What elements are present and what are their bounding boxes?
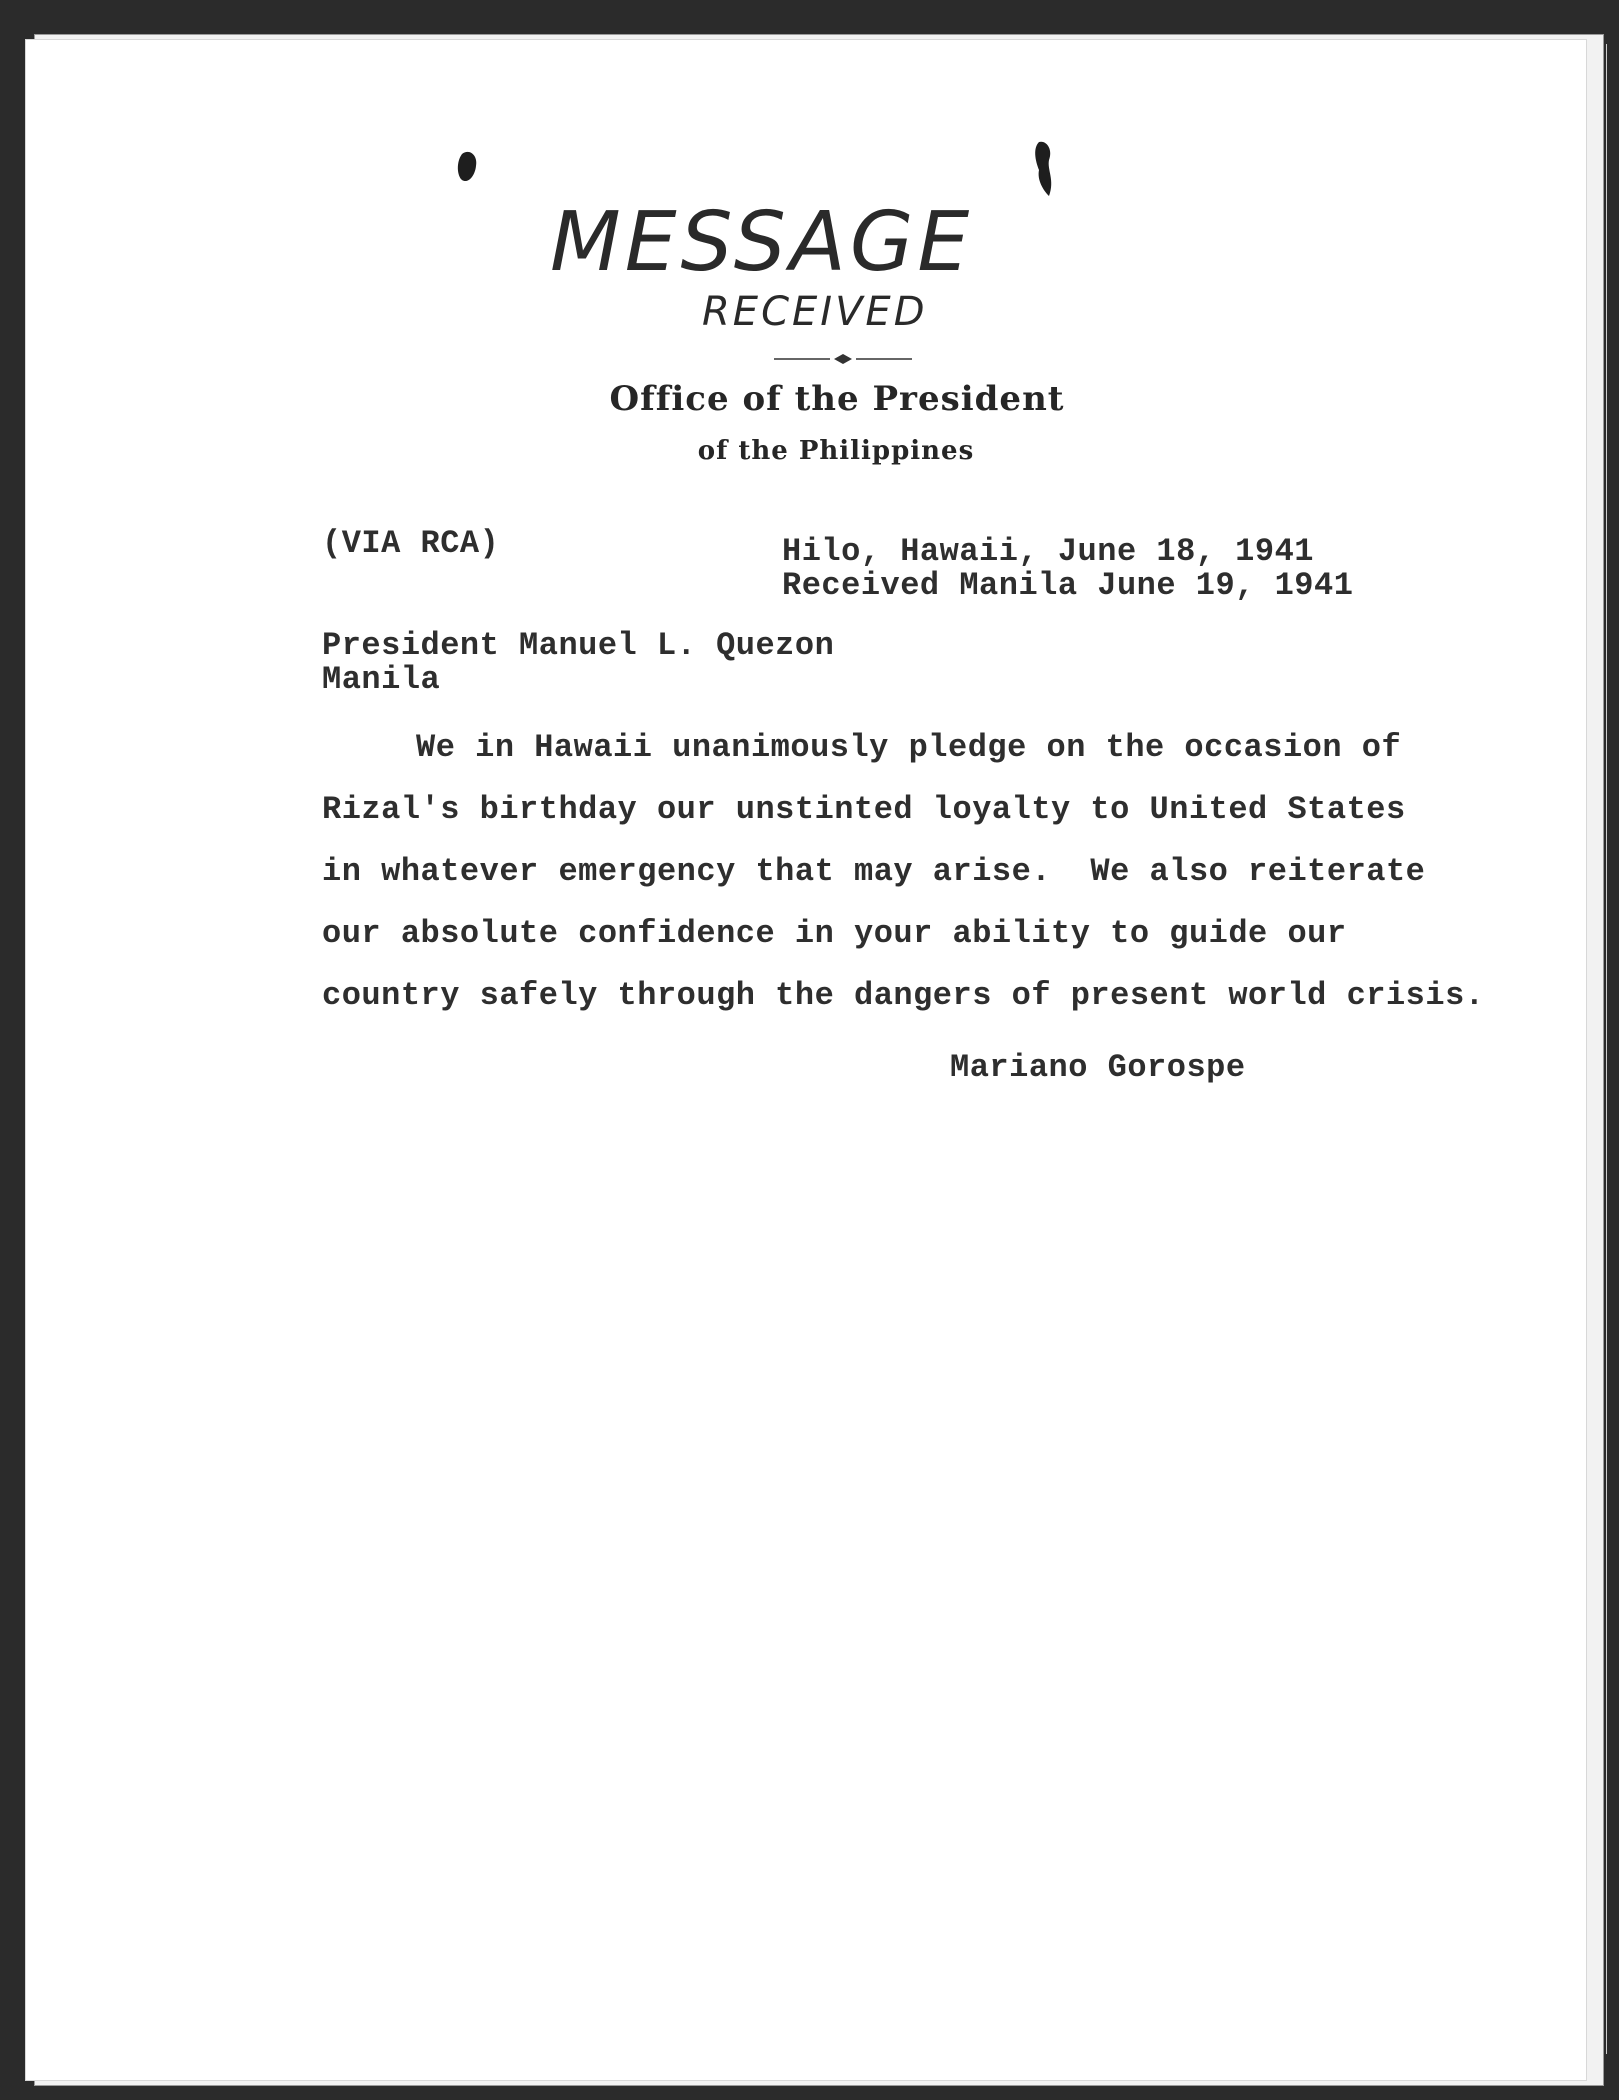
letterhead-subtitle: RECEIVED [702, 289, 928, 335]
ornament-divider [774, 352, 912, 366]
addressee-name: President Manuel L. Quezon [322, 627, 835, 664]
body-line: We in Hawaii unanimously pledge on the occasion of [416, 729, 1402, 766]
stacked-page-edges [1583, 44, 1607, 2054]
body-line: country safely through the dangers of present world crisis. [322, 977, 1485, 1014]
office-name: Office of the President [609, 379, 1065, 419]
addressee-city: Manila [322, 661, 441, 698]
letterhead-title: MESSAGE [550, 195, 974, 290]
received-line: Received Manila June 19, 1941 [782, 567, 1354, 604]
ink-smudge-left [456, 148, 482, 188]
signature: Mariano Gorospe [950, 1049, 1246, 1086]
origin-line: Hilo, Hawaii, June 18, 1941 [782, 533, 1314, 570]
body-line: our absolute confidence in your ability to guide our [322, 915, 1347, 952]
via-line: (VIA RCA) [322, 525, 500, 562]
body-line: in whatever emergency that may arise. We also reiterate [322, 853, 1426, 890]
message-sheet [26, 40, 1586, 2080]
office-country: of the Philippines [697, 436, 975, 466]
ink-smudge-right [1029, 140, 1059, 200]
body-line: Rizal's birthday our unstinted loyalty to United States [322, 791, 1406, 828]
